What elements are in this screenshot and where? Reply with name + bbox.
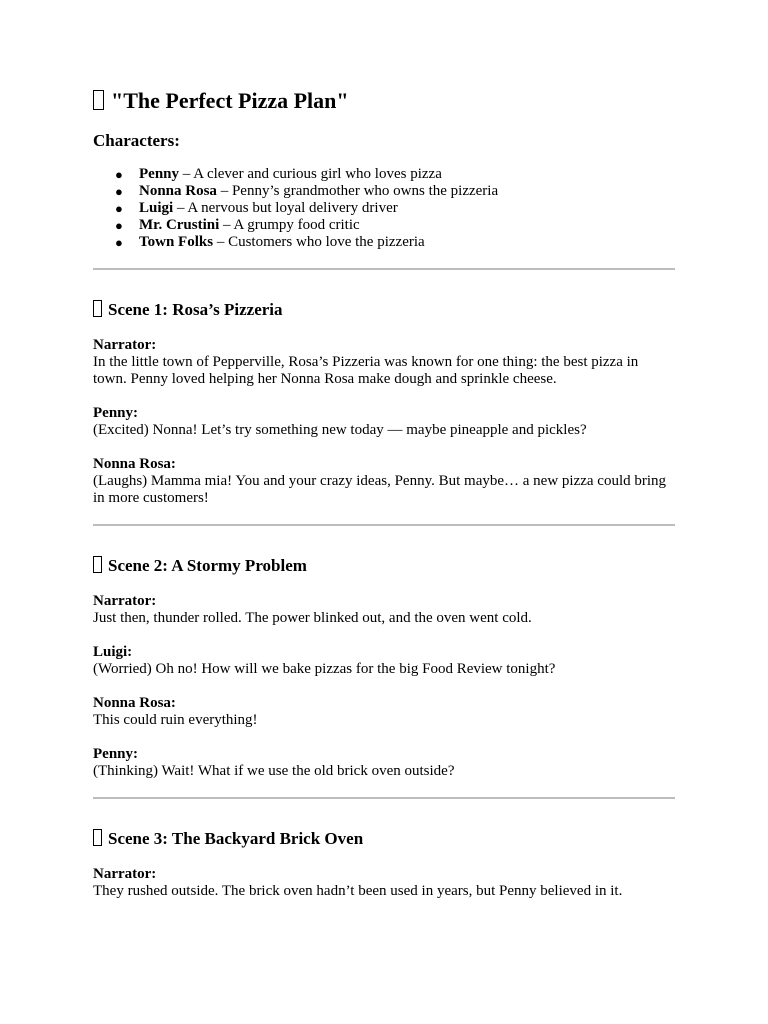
dialogue-text: They rushed outside. The brick oven hadn’t been used in years, but Penny believed in it.	[93, 883, 623, 899]
scene-heading	[93, 300, 675, 320]
section-divider	[93, 268, 675, 270]
speaker-label: Penny:	[93, 405, 138, 421]
missing-glyph-icon	[93, 90, 104, 110]
bullet-icon: ●	[115, 201, 123, 216]
dialogue-text: (Thinking) Wait! What if we use the old brick oven outside?	[93, 763, 455, 779]
dialogue-text: (Worried) Oh no! How will we bake pizzas for the big Food Review tonight?	[93, 661, 556, 677]
character-name: Town Folks	[139, 234, 214, 250]
character-item	[115, 217, 675, 234]
missing-glyph-icon	[93, 829, 102, 846]
section-divider	[93, 524, 675, 526]
scene-heading-text: Scene 2: A Stormy Problem	[108, 556, 307, 575]
scene-heading	[93, 829, 675, 849]
dialogue-block	[93, 456, 675, 507]
missing-glyph-icon	[93, 556, 102, 573]
bullet-icon: ●	[115, 235, 123, 250]
speaker-label: Nonna Rosa:	[93, 695, 176, 711]
document-content	[93, 88, 675, 900]
speaker-label: Narrator:	[93, 866, 157, 882]
dialogue-block	[93, 644, 675, 678]
dialogue-block	[93, 593, 675, 627]
character-desc: – Customers who love the pizzeria	[213, 234, 425, 250]
characters-list	[93, 166, 675, 251]
scene-heading-text: Scene 3: The Backyard Brick Oven	[108, 829, 364, 848]
dialogue-block	[93, 746, 675, 780]
dialogue-block	[93, 695, 675, 729]
character-name: Mr. Crustini	[139, 217, 220, 233]
speaker-label: Nonna Rosa:	[93, 456, 176, 472]
bullet-icon: ●	[115, 184, 123, 199]
missing-glyph-icon	[93, 300, 102, 317]
dialogue-block	[93, 337, 675, 388]
dialogue-block	[93, 866, 675, 900]
dialogue-text: In the little town of Pepperville, Rosa’s Pizzeria was known for one thing: the best pizza in town. Penny loved helping her Nonna Rosa make dough and sprinkle cheese.	[93, 354, 639, 387]
characters-heading: Characters:	[93, 131, 180, 150]
character-item	[115, 166, 675, 183]
document-title-text: "The Perfect Pizza Plan"	[111, 88, 349, 113]
character-desc: – A grumpy food critic	[219, 217, 360, 233]
bullet-icon: ●	[115, 218, 123, 233]
speaker-label: Luigi:	[93, 644, 133, 660]
character-desc: – Penny’s grandmother who owns the pizzeria	[216, 183, 499, 199]
dialogue-text: This could ruin everything!	[93, 712, 258, 728]
character-name: Nonna Rosa	[139, 183, 217, 199]
scene-heading	[93, 556, 675, 576]
character-item	[115, 200, 675, 217]
character-item	[115, 234, 675, 251]
dialogue-text: Just then, thunder rolled. The power blinked out, and the oven went cold.	[93, 610, 532, 626]
character-name: Luigi	[139, 200, 174, 216]
dialogue-text: (Excited) Nonna! Let’s try something new today — maybe pineapple and pickles?	[93, 422, 587, 438]
dialogue-text: (Laughs) Mamma mia! You and your crazy ideas, Penny. But maybe… a new pizza could bring in more customers!	[93, 473, 667, 506]
speaker-label: Penny:	[93, 746, 138, 762]
speaker-label: Narrator:	[93, 593, 157, 609]
character-desc: – A clever and curious girl who loves pizza	[179, 166, 442, 182]
speaker-label: Narrator:	[93, 337, 157, 353]
scene-heading-text: Scene 1: Rosa’s Pizzeria	[108, 300, 283, 319]
character-desc: – A nervous but loyal delivery driver	[173, 200, 398, 216]
document-title	[93, 88, 675, 114]
section-divider	[93, 797, 675, 799]
bullet-icon: ●	[115, 167, 123, 182]
character-name: Penny	[139, 166, 180, 182]
character-item	[115, 183, 675, 200]
dialogue-block	[93, 405, 675, 439]
